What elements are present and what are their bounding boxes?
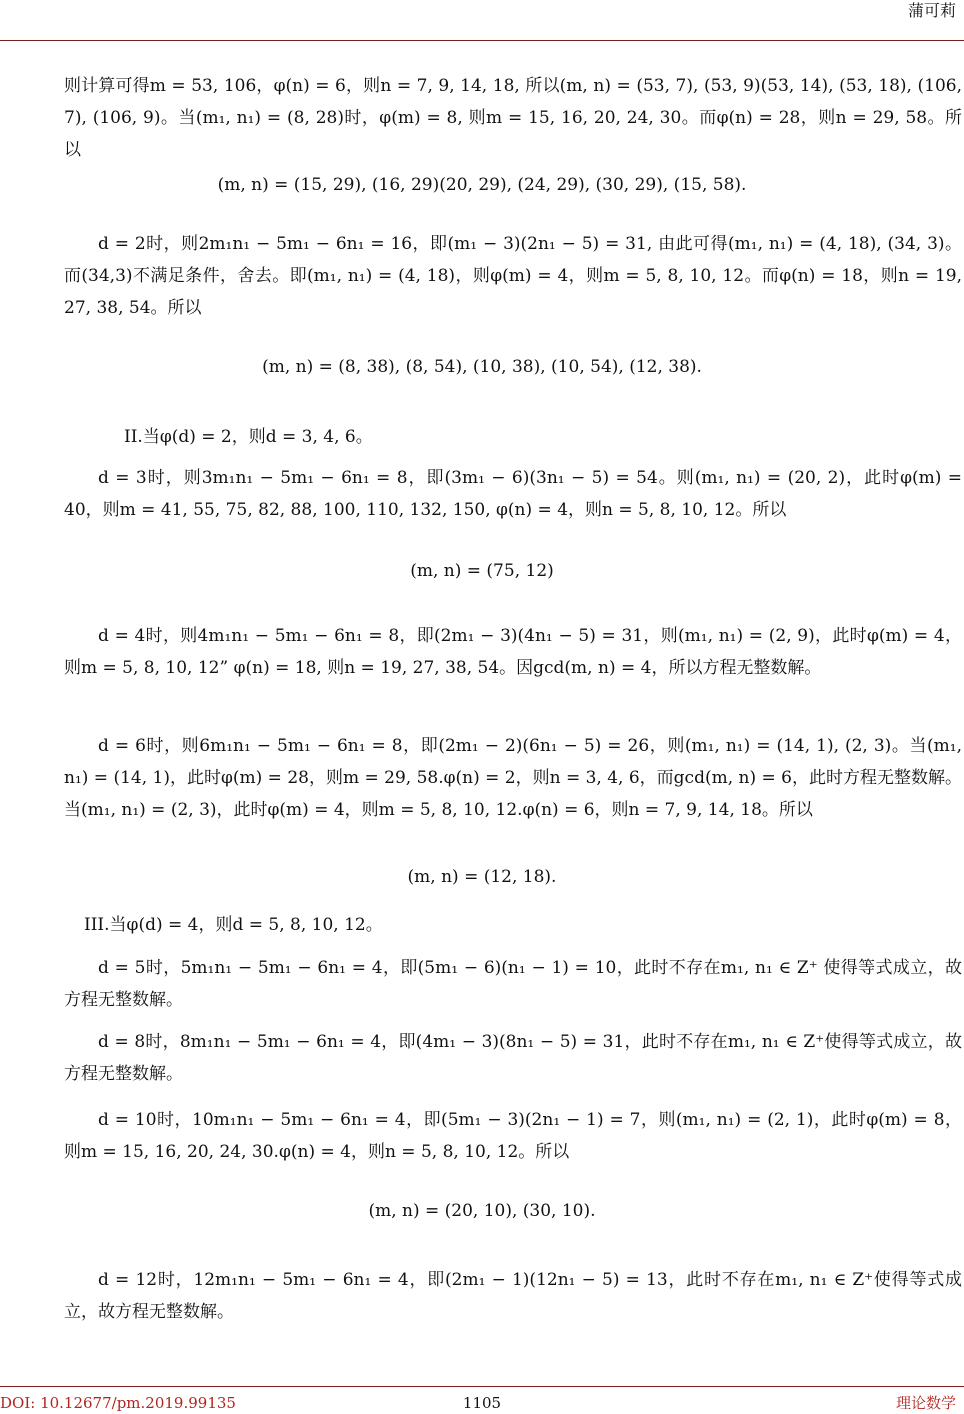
paragraph-8: d = 10时，10m₁n₁ − 5m₁ − 6n₁ = 4，即(5m₁ − 3)(2n₁ − 1) = 7，则(m₁, n₁) = (2, 1)，此时φ(m) = 8，则m = 15, 16, 20, 24, 30.φ(n) = 4，则n = 5, 8, 10, 12。所以 xyxy=(64,1110,962,1162)
paragraph-9: d = 12时，12m₁n₁ − 5m₁ − 6n₁ = 4，即(2m₁ − 1)(12n₁ − 5) = 13，此时不存在m₁, n₁ ∈ Z⁺使得等式成立，故方程无整数解。 xyxy=(64,1270,962,1322)
footer-rule xyxy=(0,1386,964,1387)
case-heading-iii: III.当φ(d) = 4，则d = 5, 8, 10, 12。 xyxy=(84,915,383,935)
paragraph-4: d = 4时，则4m₁n₁ − 5m₁ − 6n₁ = 8，即(2m₁ − 3)(4n₁ − 5) = 31，则(m₁, n₁) = (2, 9)，此时φ(m) = 4，则m = 5, 8, 10, 12” φ(n) = 18, 则n = 19, 27, 38, 54。因gcd(m, n) = 4，所以方程无整数解。 xyxy=(64,626,962,678)
case-heading-ii: II.当φ(d) = 2，则d = 3, 4, 6。 xyxy=(124,427,373,447)
equation-5: (m, n) = (20, 10), (30, 10). xyxy=(368,1201,596,1221)
paragraph-2: d = 2时，则2m₁n₁ − 5m₁ − 6n₁ = 16，即(m₁ − 3)(2n₁ − 5) = 31, 由此可得(m₁, n₁) = (4, 18), (34, 3)。而(34,3)不满足条件，舍去。即(m₁, n₁) = (4, 18)，则φ(m) = 4，则m = 5, 8, 10, 12。而φ(n) = 18，则n = 19, 27, 38, 54。所以 xyxy=(64,234,962,318)
header-author: 蒲可莉 xyxy=(907,1,956,20)
equation-1: (m, n) = (15, 29), (16, 29)(20, 29), (24, 29), (30, 29), (15, 58). xyxy=(217,175,747,195)
footer-journal-name: 理论数学 xyxy=(895,1394,956,1412)
paragraph-6: d = 5时，5m₁n₁ − 5m₁ − 6n₁ = 4，即(5m₁ − 6)(n₁ − 1) = 10，此时不存在m₁, n₁ ∈ Z⁺ 使得等式成立，故方程无整数解。 xyxy=(64,958,962,1010)
paragraph-1: 则计算可得m = 53, 106，φ(n) = 6，则n = 7, 9, 14, 18, 所以(m, n) = (53, 7), (53, 9)(53, 14), (53, 18), (106, 7), (106, 9)。当(m₁, n₁) = (8, 28)时，φ(m) = 8, 则m = 15, 16, 20, 24, 30。而φ(n) = 28，则n = 29, 58。所以 xyxy=(64,76,962,160)
header-rule xyxy=(0,40,964,41)
footer-doi-link[interactable]: DOI: 10.12677/pm.2019.99135 xyxy=(0,1394,236,1412)
page-number: 1105 xyxy=(462,1394,502,1412)
paragraph-3: d = 3时，则3m₁n₁ − 5m₁ − 6n₁ = 8，即(3m₁ − 6)(3n₁ − 5) = 54。则(m₁, n₁) = (20, 2)，此时φ(m) = 40，则m = 41, 55, 75, 82, 88, 100, 110, 132, 150, φ(n) = 4，则n = 5, 8, 10, 12。所以 xyxy=(64,468,962,520)
paragraph-5: d = 6时，则6m₁n₁ − 5m₁ − 6n₁ = 8，即(2m₁ − 2)(6n₁ − 5) = 26，则(m₁, n₁) = (14, 1), (2, 3)。当(m₁, n₁) = (14, 1)，此时φ(m) = 28，则m = 29, 58.φ(n) = 2，则n = 3, 4, 6，而gcd(m, n) = 6，此时方程无整数解。当(m₁, n₁) = (2, 3)，此时φ(m) = 4，则m = 5, 8, 10, 12.φ(n) = 6，则n = 7, 9, 14, 18。所以 xyxy=(64,736,962,820)
equation-4: (m, n) = (12, 18). xyxy=(407,867,557,887)
paragraph-7: d = 8时，8m₁n₁ − 5m₁ − 6n₁ = 4，即(4m₁ − 3)(8n₁ − 5) = 31，此时不存在m₁, n₁ ∈ Z⁺使得等式成立，故方程无整数解。 xyxy=(64,1032,962,1084)
equation-3: (m, n) = (75, 12) xyxy=(410,561,554,581)
equation-2: (m, n) = (8, 38), (8, 54), (10, 38), (10, 54), (12, 38). xyxy=(262,357,702,377)
